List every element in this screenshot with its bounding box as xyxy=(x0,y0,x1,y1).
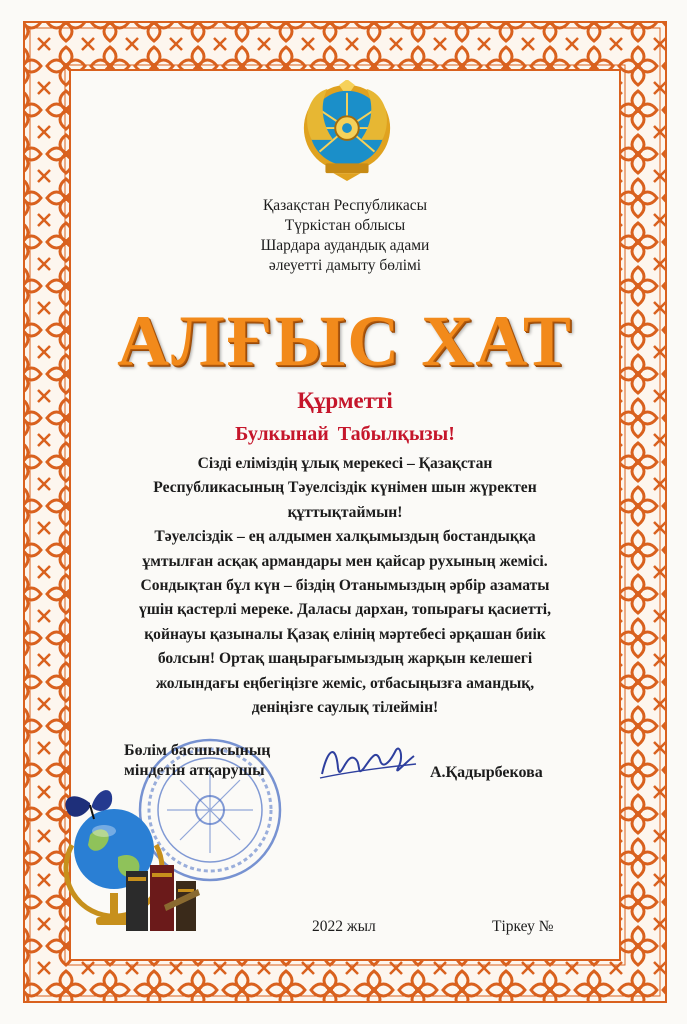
body-line: Тәуелсіздік – ең алдымен халқымыздың бостандыққа xyxy=(154,528,536,546)
header-line-department-1: Шардара аудандық адами xyxy=(260,237,430,254)
books-icon xyxy=(126,865,200,931)
letter-body xyxy=(106,452,584,720)
body-line: Сізді еліміздің ұлық мерекесі – Қазақстан xyxy=(197,455,493,472)
body-line: қойнауы қазыналы Қазақ елінің мәртебесі әрқашан биік xyxy=(144,625,546,643)
body-line: болсын! Ортақ шаңырағымыздың жарқын келешегі xyxy=(157,650,533,668)
header-line-country: Қазақстан Республикасы xyxy=(262,197,428,214)
salutation: Құрметті xyxy=(297,388,393,413)
body-line: құттықтаймын! xyxy=(287,503,403,521)
signer-name: А.Қадырбекова xyxy=(430,764,543,781)
issuer-header xyxy=(150,196,540,276)
recipient-name: Булкынай Табылқызы! xyxy=(235,423,455,445)
document-title: АЛҒЫС ХАТ xyxy=(117,301,573,381)
body-line: ұмтылған асқақ армандары мен қайсар рухының жемісі. xyxy=(142,552,548,570)
registration-number-label: Тіркеу № xyxy=(492,918,554,935)
kazakhstan-emblem-icon xyxy=(298,80,396,184)
document-year: 2022 жыл xyxy=(312,918,376,935)
globe-books-decoration xyxy=(52,785,202,940)
body-line: Сондықтан бұл күн – біздің Отанымыздың әрбір азаматы xyxy=(140,577,550,595)
signature-icon xyxy=(318,738,418,788)
header-line-department-2: әлеуетті дамыту бөлімі xyxy=(268,257,422,274)
body-line: денiңізге саулық тілеймін! xyxy=(251,699,439,717)
header-line-region: Түркістан облысы xyxy=(284,217,406,234)
signer-role-line-1: Бөлім басшысының xyxy=(124,742,271,759)
signer-role-line-2: міндетін атқарушы xyxy=(124,762,265,779)
body-line: Республикасының Тәуелсіздік күнімен шын жүректен xyxy=(153,479,537,497)
signer-role xyxy=(124,741,271,781)
body-line: жолындағы еңбегіңізге жеміс, отбасыңызға амандық, xyxy=(155,674,535,692)
body-line: үшін қастерлі мереке. Даласы дархан, топырағы қасиетті, xyxy=(138,601,552,619)
